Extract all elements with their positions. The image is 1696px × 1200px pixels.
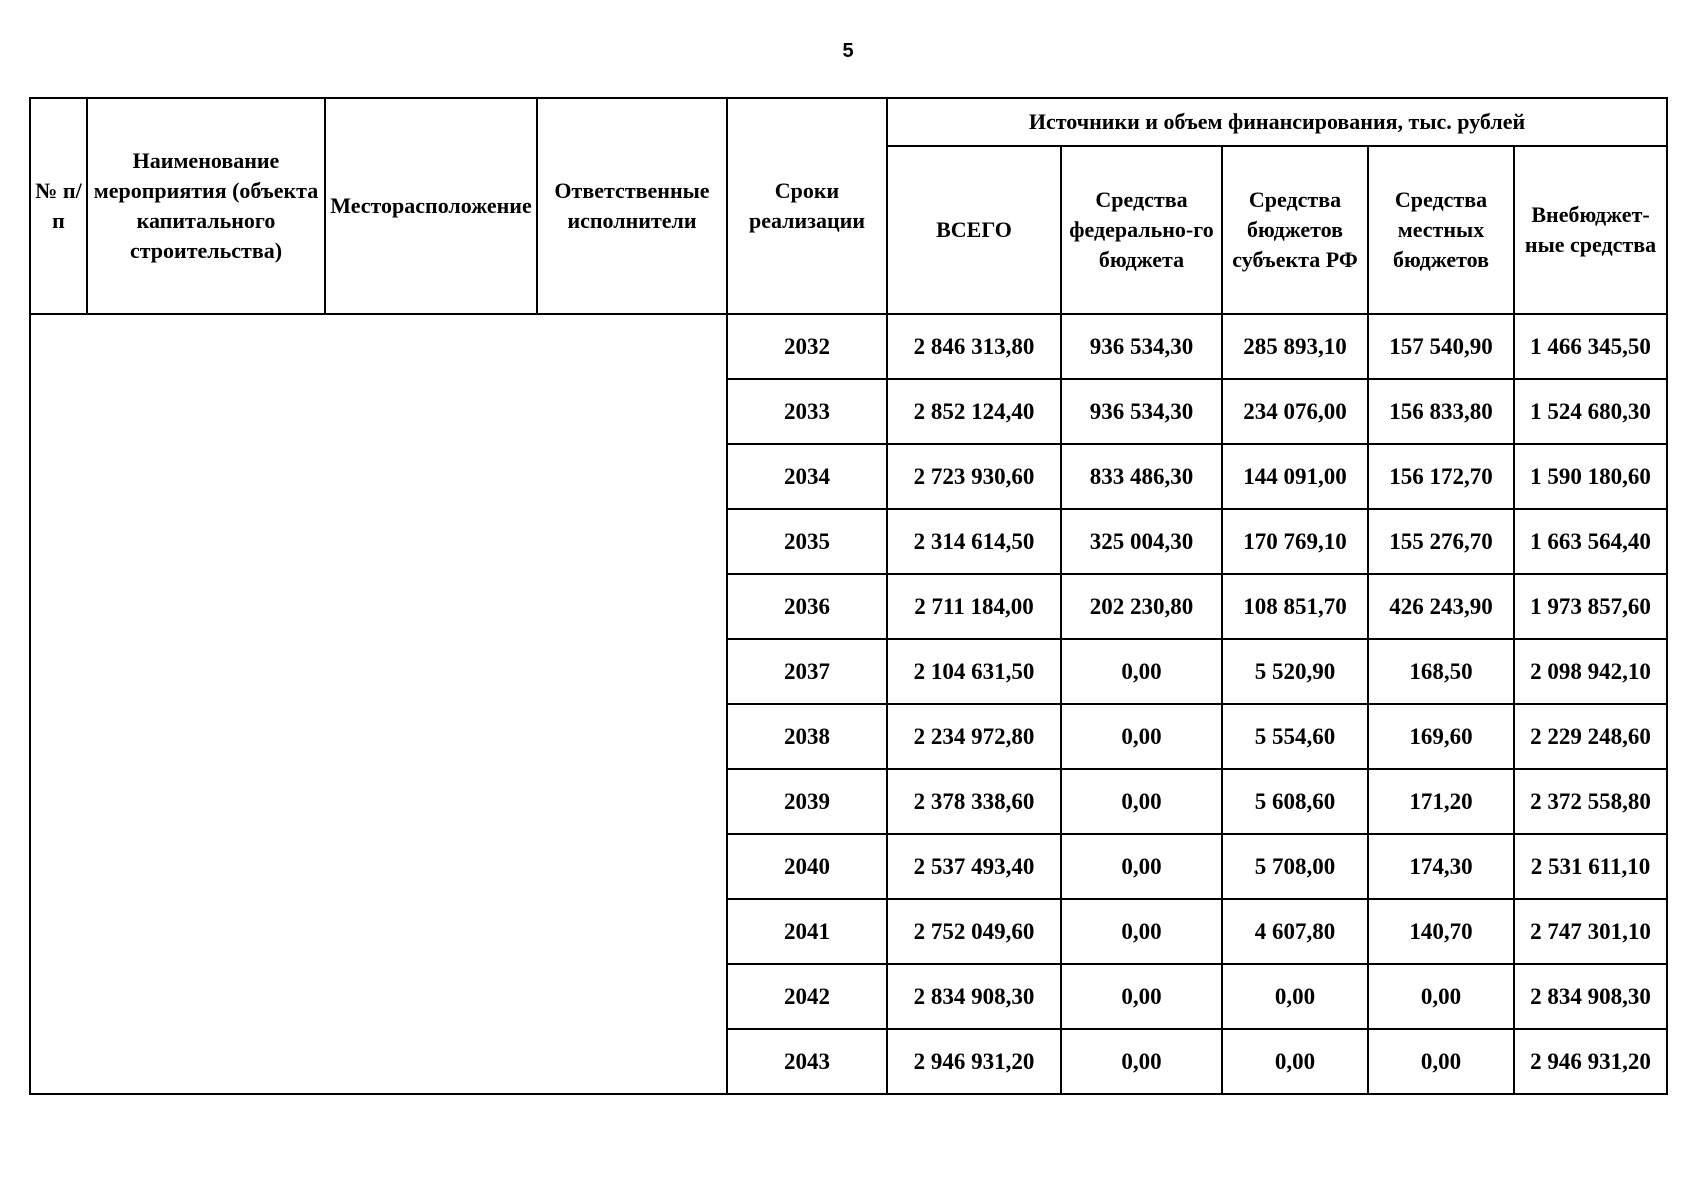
cell-federal: 0,00 (1061, 1029, 1222, 1094)
cell-regional: 234 076,00 (1222, 379, 1368, 444)
table-header (30, 98, 1667, 314)
cell-local: 174,30 (1368, 834, 1514, 899)
header-funding-group: Источники и объем финансирования, тыс. рублей (887, 98, 1667, 146)
cell-year: 2042 (727, 964, 887, 1029)
cell-regional: 285 893,10 (1222, 314, 1368, 379)
cell-total: 2 378 338,60 (887, 769, 1061, 834)
cell-year: 2037 (727, 639, 887, 704)
cell-extra: 1 590 180,60 (1514, 444, 1667, 509)
cell-total: 2 723 930,60 (887, 444, 1061, 509)
cell-total: 2 314 614,50 (887, 509, 1061, 574)
cell-regional: 5 554,60 (1222, 704, 1368, 769)
header-location: Месторасположение (325, 98, 537, 314)
cell-year: 2041 (727, 899, 887, 964)
cell-total: 2 852 124,40 (887, 379, 1061, 444)
cell-total: 2 234 972,80 (887, 704, 1061, 769)
cell-total: 2 537 493,40 (887, 834, 1061, 899)
cell-year: 2036 (727, 574, 887, 639)
cell-regional: 170 769,10 (1222, 509, 1368, 574)
cell-local: 168,50 (1368, 639, 1514, 704)
cell-extra: 1 973 857,60 (1514, 574, 1667, 639)
cell-total: 2 711 184,00 (887, 574, 1061, 639)
page-number: 5 (842, 40, 854, 62)
cell-local: 169,60 (1368, 704, 1514, 769)
cell-year: 2039 (727, 769, 887, 834)
cell-total: 2 104 631,50 (887, 639, 1061, 704)
cell-regional: 5 520,90 (1222, 639, 1368, 704)
header-total: ВСЕГО (887, 146, 1061, 314)
cell-local: 171,20 (1368, 769, 1514, 834)
cell-extra: 1 466 345,50 (1514, 314, 1667, 379)
cell-extra: 2 834 908,30 (1514, 964, 1667, 1029)
cell-federal: 325 004,30 (1061, 509, 1222, 574)
cell-regional: 5 608,60 (1222, 769, 1368, 834)
cell-federal: 936 534,30 (1061, 314, 1222, 379)
cell-extra: 2 747 301,10 (1514, 899, 1667, 964)
header-federal: Средства федерально-го бюджета (1061, 146, 1222, 314)
cell-extra: 2 531 611,10 (1514, 834, 1667, 899)
cell-federal: 0,00 (1061, 704, 1222, 769)
cell-year: 2043 (727, 1029, 887, 1094)
cell-federal: 0,00 (1061, 769, 1222, 834)
cell-local: 156 172,70 (1368, 444, 1514, 509)
cell-regional: 4 607,80 (1222, 899, 1368, 964)
cell-federal: 833 486,30 (1061, 444, 1222, 509)
cell-local: 0,00 (1368, 964, 1514, 1029)
cell-total: 2 946 931,20 (887, 1029, 1061, 1094)
cell-total: 2 846 313,80 (887, 314, 1061, 379)
cell-extra: 2 946 931,20 (1514, 1029, 1667, 1094)
cell-year: 2032 (727, 314, 887, 379)
cell-local: 0,00 (1368, 1029, 1514, 1094)
cell-year: 2034 (727, 444, 887, 509)
header-extra: Внебюджет-ные средства (1514, 146, 1667, 314)
cell-regional: 108 851,70 (1222, 574, 1368, 639)
cell-regional: 144 091,00 (1222, 444, 1368, 509)
cell-extra: 1 524 680,30 (1514, 379, 1667, 444)
cell-local: 155 276,70 (1368, 509, 1514, 574)
cell-year: 2040 (727, 834, 887, 899)
cell-local: 140,70 (1368, 899, 1514, 964)
header-num: № п/п (30, 98, 87, 314)
cell-year: 2038 (727, 704, 887, 769)
cell-federal: 202 230,80 (1061, 574, 1222, 639)
cell-federal: 0,00 (1061, 834, 1222, 899)
cell-total: 2 752 049,60 (887, 899, 1061, 964)
cell-extra: 1 663 564,40 (1514, 509, 1667, 574)
cell-extra: 2 229 248,60 (1514, 704, 1667, 769)
cell-extra: 2 372 558,80 (1514, 769, 1667, 834)
cell-year: 2035 (727, 509, 887, 574)
cell-year: 2033 (727, 379, 887, 444)
cell-regional: 5 708,00 (1222, 834, 1368, 899)
table-row (30, 314, 1667, 379)
header-regional: Средства бюджетов субъекта РФ (1222, 146, 1368, 314)
header-responsible: Ответственные исполнители (537, 98, 727, 314)
cell-regional: 0,00 (1222, 964, 1368, 1029)
cell-federal: 0,00 (1061, 899, 1222, 964)
cell-federal: 936 534,30 (1061, 379, 1222, 444)
header-period: Сроки реализации (727, 98, 887, 314)
cell-local: 156 833,80 (1368, 379, 1514, 444)
merged-blank-cell (30, 314, 727, 1094)
cell-local: 157 540,90 (1368, 314, 1514, 379)
cell-total: 2 834 908,30 (887, 964, 1061, 1029)
cell-federal: 0,00 (1061, 639, 1222, 704)
cell-extra: 2 098 942,10 (1514, 639, 1667, 704)
cell-local: 426 243,90 (1368, 574, 1514, 639)
cell-regional: 0,00 (1222, 1029, 1368, 1094)
header-name: Наименование мероприятия (объекта капитального строительства) (87, 98, 325, 314)
header-local: Средства местных бюджетов (1368, 146, 1514, 314)
cell-federal: 0,00 (1061, 964, 1222, 1029)
financing-table (29, 97, 1668, 1095)
table-body (30, 314, 1667, 1094)
